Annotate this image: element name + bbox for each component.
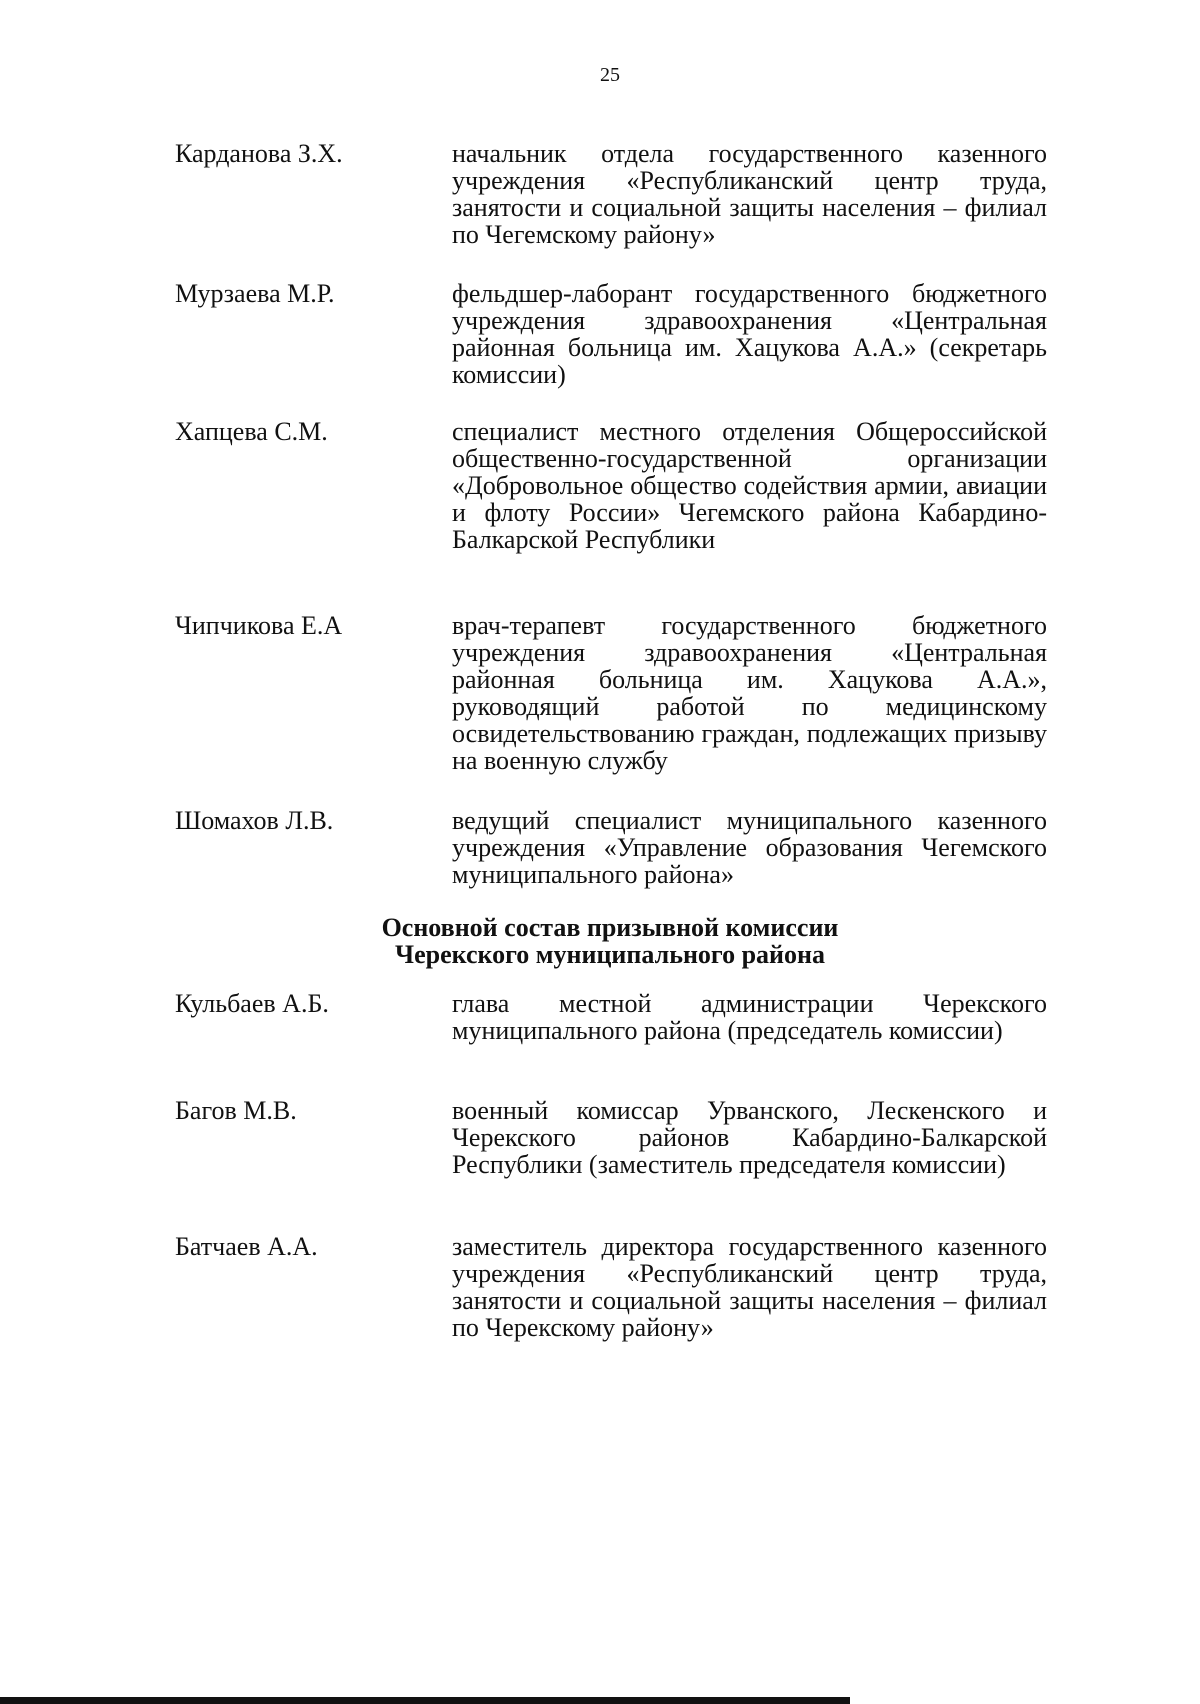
page-number: 25 (600, 64, 620, 86)
member-role: ведущий специалист муниципального казенного учреждения «Управление образования Чегемского муниципального района» (452, 806, 1047, 889)
member-role: врач-терапевт государственного бюджетного учреждения здравоохранения «Центральная районная больница им. Хацукова А.А.», руководящий работой по медицинскому освидетельствованию граждан, подлежащих призыву на военную службу (452, 611, 1047, 775)
member-name: Чипчикова Е.А (175, 611, 343, 640)
member-name: Кульбаев А.Б. (175, 989, 329, 1018)
member-name: Хапцева С.М. (175, 417, 328, 446)
member-role: заместитель директора государственного казенного учреждения «Республиканский центр труда, занятости и социальной защиты населения – филиал по Черекскому району» (452, 1232, 1047, 1342)
member-role: военный комиссар Урванского, Лескенского и Черекского районов Кабардино-Балкарской Республики (заместитель председателя комиссии) (452, 1096, 1047, 1179)
member-role: фельдшер-лаборант государственного бюджетного учреждения здравоохранения «Центральная районная больница им. Хацукова А.А.» (секретарь комиссии) (452, 279, 1047, 389)
section-heading-line: Черекского муниципального района (394, 940, 826, 969)
member-name: Батчаев А.А. (175, 1232, 318, 1261)
member-role: специалист местного отделения Общероссийской общественно-государственной организации «Добровольное общество содействия армии, авиации и флоту России» Чегемского района Кабардино-Балкарской Республики (452, 417, 1047, 554)
member-role: начальник отдела государственного казенного учреждения «Республиканский центр труда, занятости и социальной защиты населения – филиал по Чегемскому району» (452, 139, 1047, 249)
member-role: глава местной администрации Черекского муниципального района (председатель комиссии) (452, 989, 1047, 1045)
member-name: Карданова З.Х. (175, 139, 343, 168)
section-heading (0, 914, 1200, 968)
section-heading-line: Основной состав призывной комиссии (381, 913, 839, 942)
member-name: Шомахов Л.В. (175, 806, 334, 835)
member-name: Багов М.В. (175, 1096, 297, 1125)
scan-edge-rule (0, 1697, 850, 1704)
member-name: Мурзаева М.Р. (175, 279, 335, 308)
